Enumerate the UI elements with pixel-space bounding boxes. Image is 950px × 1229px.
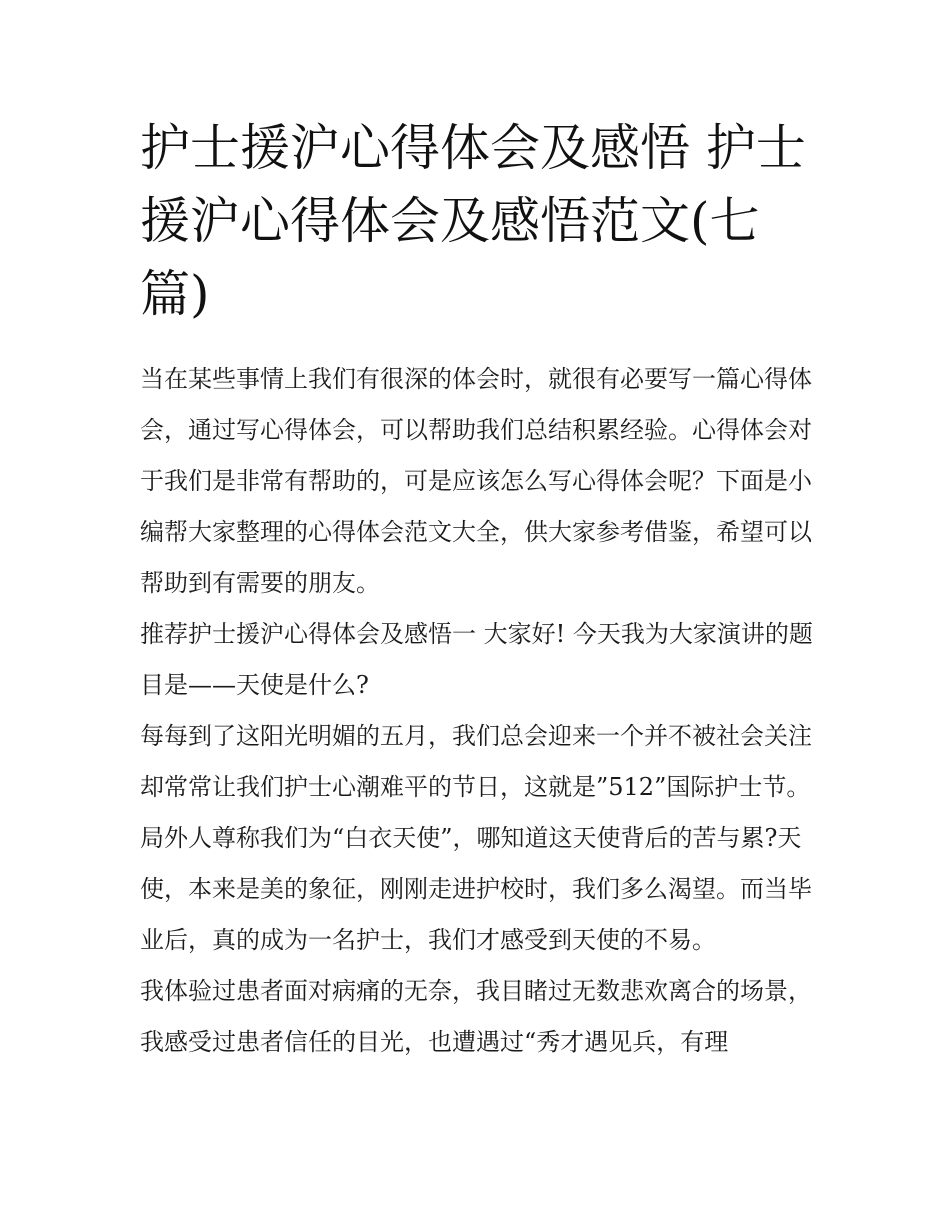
paragraph-intro: 当在某些事情上我们有很深的体会时，就很有必要写一篇心得体会，通过写心得体会，可以帮助我们总结积累经验。心得体会对于我们是非常有帮助的，可是应该怎么写心得体会呢？下面是小编帮大家整理的心得体会范文大全，供大家参考借鉴，希望可以帮助到有需要的朋友。: [140, 365, 812, 597]
paragraph-nurses-day: 每每到了这阳光明媚的五月，我们总会迎来一个并不被社会关注却常常让我们护士心潮难平的节日，这就是”512”国际护士节。局外人尊称我们为“白衣天使”，哪知道这天使背后的苦与累?天使，本来是美的象征，刚刚走进护校时，我们多么渴望。而当毕业后，真的成为一名护士，我们才感受到天使的不易。: [140, 722, 812, 954]
paragraph-experience: 我体验过患者面对病痛的无奈，我目睹过无数悲欢离合的场景，我感受过患者信任的目光，也遭遇过“秀才遇见兵，有理: [140, 977, 812, 1056]
document-title: 护士援沪心得体会及感悟 护士援沪心得体会及感悟范文(七篇): [140, 119, 806, 323]
paragraph-speech-opening: 推荐护士援沪心得体会及感悟一 大家好! 今天我为大家演讲的题目是——天使是什么?: [140, 620, 813, 699]
document-body: [140, 354, 820, 1068]
